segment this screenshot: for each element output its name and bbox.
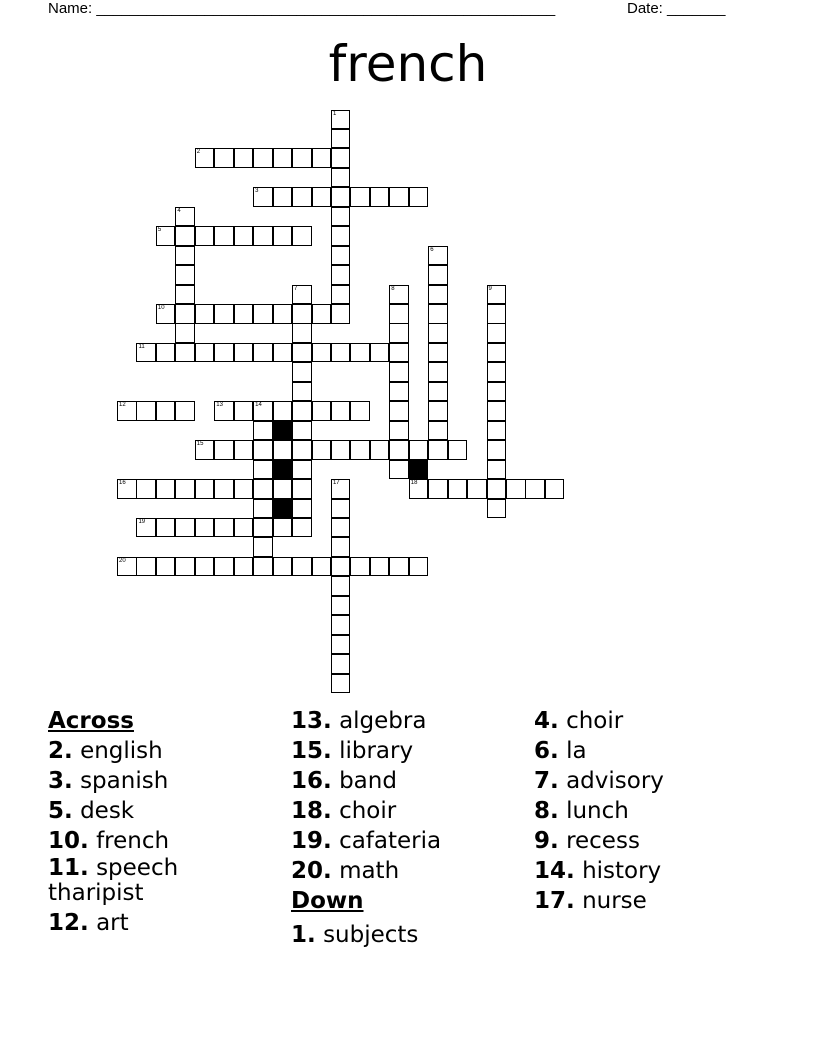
grid-cell[interactable] bbox=[175, 323, 195, 343]
grid-cell[interactable] bbox=[117, 557, 137, 577]
grid-cell[interactable] bbox=[331, 635, 351, 655]
grid-cell[interactable] bbox=[195, 226, 215, 246]
grid-cell[interactable] bbox=[234, 226, 254, 246]
clue-across-19: 19. cafateria bbox=[291, 828, 442, 854]
grid-cell[interactable] bbox=[389, 343, 409, 363]
grid-cell[interactable] bbox=[273, 479, 293, 499]
grid-cell[interactable] bbox=[428, 479, 448, 499]
grid-cell[interactable] bbox=[234, 518, 254, 538]
grid-cell[interactable] bbox=[370, 440, 390, 460]
cell-number: 19 bbox=[138, 518, 146, 525]
grid-cell[interactable] bbox=[487, 460, 507, 480]
grid-cell[interactable] bbox=[175, 246, 195, 266]
grid-cell[interactable] bbox=[409, 187, 429, 207]
cell-number: 11 bbox=[138, 343, 145, 350]
grid-cell[interactable] bbox=[331, 401, 351, 421]
grid-cell[interactable] bbox=[253, 518, 273, 538]
cell-number: 1 bbox=[332, 110, 337, 117]
grid-cell[interactable] bbox=[331, 187, 351, 207]
grid-cell[interactable] bbox=[350, 557, 370, 577]
grid-cell[interactable] bbox=[195, 557, 215, 577]
grid-cell[interactable] bbox=[487, 304, 507, 324]
grid-cell[interactable] bbox=[331, 207, 351, 227]
grid-cell[interactable] bbox=[156, 343, 176, 363]
grid-cell[interactable] bbox=[136, 518, 156, 538]
grid-cell[interactable] bbox=[312, 304, 332, 324]
clue-across-15: 15. library bbox=[291, 738, 414, 764]
grid-cell[interactable] bbox=[253, 148, 273, 168]
grid-cell[interactable] bbox=[428, 323, 448, 343]
grid-cell[interactable] bbox=[175, 343, 195, 363]
grid-cell[interactable] bbox=[428, 343, 448, 363]
grid-cell[interactable] bbox=[292, 304, 312, 324]
grid-cell[interactable] bbox=[331, 129, 351, 149]
grid-cell[interactable] bbox=[136, 479, 156, 499]
grid-cell[interactable] bbox=[331, 654, 351, 674]
grid-cell[interactable] bbox=[273, 518, 293, 538]
grid-cell[interactable] bbox=[389, 304, 409, 324]
grid-cell[interactable] bbox=[292, 518, 312, 538]
grid-cell[interactable] bbox=[331, 576, 351, 596]
grid-cell[interactable] bbox=[195, 343, 215, 363]
grid-cell[interactable] bbox=[331, 596, 351, 616]
grid-cell[interactable] bbox=[370, 187, 390, 207]
grid-cell[interactable] bbox=[214, 518, 234, 538]
grid-cell[interactable] bbox=[175, 207, 195, 227]
grid-cell[interactable] bbox=[487, 499, 507, 519]
grid-cell[interactable] bbox=[175, 479, 195, 499]
grid-cell[interactable] bbox=[428, 265, 448, 285]
grid-cell[interactable] bbox=[331, 148, 351, 168]
grid-cell[interactable] bbox=[273, 343, 293, 363]
grid-cell[interactable] bbox=[292, 148, 312, 168]
grid-cell[interactable] bbox=[175, 518, 195, 538]
grid-cell[interactable] bbox=[409, 479, 429, 499]
grid-cell[interactable] bbox=[234, 557, 254, 577]
cell-number: 18 bbox=[410, 480, 418, 487]
grid-cell[interactable] bbox=[428, 246, 448, 266]
grid-cell[interactable] bbox=[253, 499, 273, 519]
grid-cell[interactable] bbox=[156, 518, 176, 538]
cell-number: 5 bbox=[157, 227, 162, 234]
grid-cell[interactable] bbox=[428, 401, 448, 421]
grid-cell[interactable] bbox=[389, 460, 409, 480]
grid-cell[interactable] bbox=[487, 362, 507, 382]
clue-down-4: 4. choir bbox=[534, 708, 624, 734]
grid-cell[interactable] bbox=[448, 479, 468, 499]
grid-cell[interactable] bbox=[389, 362, 409, 382]
grid-cell[interactable] bbox=[428, 440, 448, 460]
grid-cell[interactable] bbox=[253, 304, 273, 324]
grid-cell[interactable] bbox=[428, 362, 448, 382]
grid-cell[interactable] bbox=[350, 440, 370, 460]
clue-across-10: 10. french bbox=[48, 828, 170, 854]
grid-cell[interactable] bbox=[428, 285, 448, 305]
black-cell bbox=[273, 460, 293, 480]
grid-cell[interactable] bbox=[389, 421, 409, 441]
grid-cell[interactable] bbox=[331, 674, 351, 694]
grid-cell[interactable] bbox=[331, 168, 351, 188]
clue-down-8: 8. lunch bbox=[534, 798, 629, 824]
grid-cell[interactable] bbox=[214, 479, 234, 499]
grid-cell[interactable] bbox=[253, 187, 273, 207]
cell-number: 6 bbox=[430, 246, 434, 253]
grid-cell[interactable] bbox=[117, 401, 137, 421]
grid-cell[interactable] bbox=[292, 460, 312, 480]
grid-cell[interactable] bbox=[331, 499, 351, 519]
grid-cell[interactable] bbox=[292, 421, 312, 441]
grid-cell[interactable] bbox=[234, 343, 254, 363]
grid-cell[interactable] bbox=[175, 304, 195, 324]
grid-cell[interactable] bbox=[273, 440, 293, 460]
grid-cell[interactable] bbox=[487, 440, 507, 460]
grid-cell[interactable] bbox=[428, 382, 448, 402]
grid-cell[interactable] bbox=[312, 401, 332, 421]
grid-cell[interactable] bbox=[273, 148, 293, 168]
grid-cell[interactable] bbox=[428, 304, 448, 324]
grid-cell[interactable] bbox=[117, 479, 137, 499]
grid-cell[interactable] bbox=[253, 479, 273, 499]
name-line: Name: _______________________________________________________ bbox=[48, 0, 556, 17]
grid-cell[interactable] bbox=[389, 285, 409, 305]
clue-down-14: 14. history bbox=[534, 858, 662, 884]
grid-cell[interactable] bbox=[253, 343, 273, 363]
grid-cell[interactable] bbox=[331, 226, 351, 246]
cell-number: 7 bbox=[294, 285, 298, 292]
grid-cell[interactable] bbox=[350, 187, 370, 207]
cell-number: 14 bbox=[255, 402, 262, 409]
grid-cell[interactable] bbox=[253, 401, 273, 421]
grid-cell[interactable] bbox=[195, 148, 215, 168]
grid-cell[interactable] bbox=[487, 285, 507, 305]
grid-cell[interactable] bbox=[156, 401, 176, 421]
grid-cell[interactable] bbox=[273, 187, 293, 207]
grid-cell[interactable] bbox=[487, 401, 507, 421]
grid-cell[interactable] bbox=[273, 401, 293, 421]
black-cell bbox=[273, 499, 293, 519]
black-cell bbox=[409, 460, 429, 480]
cell-number: 3 bbox=[255, 188, 259, 195]
grid-cell[interactable] bbox=[389, 440, 409, 460]
grid-cell[interactable] bbox=[273, 226, 293, 246]
cell-number: 17 bbox=[332, 480, 340, 487]
grid-cell[interactable] bbox=[448, 440, 468, 460]
grid-cell[interactable] bbox=[350, 343, 370, 363]
grid-cell[interactable] bbox=[156, 479, 176, 499]
grid-cell[interactable] bbox=[312, 187, 332, 207]
grid-cell[interactable] bbox=[214, 148, 234, 168]
grid-cell[interactable] bbox=[175, 265, 195, 285]
grid-cell[interactable] bbox=[331, 110, 351, 130]
grid-cell[interactable] bbox=[214, 226, 234, 246]
grid-cell[interactable] bbox=[331, 304, 351, 324]
grid-cell[interactable] bbox=[234, 479, 254, 499]
grid-cell[interactable] bbox=[487, 479, 507, 499]
grid-cell[interactable] bbox=[487, 421, 507, 441]
grid-cell[interactable] bbox=[214, 304, 234, 324]
grid-cell[interactable] bbox=[350, 401, 370, 421]
grid-cell[interactable] bbox=[253, 460, 273, 480]
grid-cell[interactable] bbox=[292, 285, 312, 305]
grid-cell[interactable] bbox=[253, 440, 273, 460]
grid-cell[interactable] bbox=[389, 323, 409, 343]
grid-cell[interactable] bbox=[292, 499, 312, 519]
grid-cell[interactable] bbox=[389, 382, 409, 402]
grid-cell[interactable] bbox=[370, 343, 390, 363]
grid-cell[interactable] bbox=[234, 148, 254, 168]
grid-cell[interactable] bbox=[487, 382, 507, 402]
clue-across-20: 20. math bbox=[291, 858, 400, 884]
grid-cell[interactable] bbox=[428, 421, 448, 441]
clue-across-11: 11. speech tharipist bbox=[48, 855, 179, 906]
grid-cell[interactable] bbox=[292, 187, 312, 207]
grid-cell[interactable] bbox=[331, 246, 351, 266]
cell-number: 15 bbox=[196, 441, 204, 448]
clue-across-18: 18. choir bbox=[291, 798, 397, 824]
grid-cell[interactable] bbox=[136, 343, 156, 363]
grid-cell[interactable] bbox=[467, 479, 487, 499]
grid-cell[interactable] bbox=[214, 343, 234, 363]
grid-cell[interactable] bbox=[312, 557, 332, 577]
grid-cell[interactable] bbox=[234, 304, 254, 324]
grid-cell[interactable] bbox=[370, 557, 390, 577]
cell-number: 10 bbox=[157, 305, 165, 311]
grid-cell[interactable] bbox=[292, 401, 312, 421]
grid-cell[interactable] bbox=[234, 401, 254, 421]
grid-cell[interactable] bbox=[273, 557, 293, 577]
grid-cell[interactable] bbox=[389, 187, 409, 207]
clues-column-1 bbox=[48, 706, 278, 938]
clue-across-13: 13. algebra bbox=[291, 708, 427, 734]
grid-cell[interactable] bbox=[253, 537, 273, 557]
grid-cell[interactable] bbox=[292, 557, 312, 577]
grid-cell[interactable] bbox=[214, 401, 234, 421]
grid-cell[interactable] bbox=[253, 226, 273, 246]
grid-cell[interactable] bbox=[331, 557, 351, 577]
cell-number: 20 bbox=[119, 557, 126, 564]
clue-down-9: 9. recess bbox=[534, 828, 640, 854]
clue-down-1: 1. subjects bbox=[291, 922, 419, 948]
grid-cell[interactable] bbox=[409, 440, 429, 460]
grid-cell[interactable] bbox=[156, 226, 176, 246]
grid-cell[interactable] bbox=[487, 343, 507, 363]
grid-cell[interactable] bbox=[273, 304, 293, 324]
grid-cell[interactable] bbox=[545, 479, 565, 499]
grid-cell[interactable] bbox=[253, 421, 273, 441]
grid-cell[interactable] bbox=[195, 479, 215, 499]
cell-number: 16 bbox=[119, 480, 126, 487]
cell-number: 12 bbox=[119, 402, 126, 409]
down-heading: Down bbox=[291, 888, 364, 914]
grid-cell[interactable] bbox=[506, 479, 526, 499]
grid-cell[interactable] bbox=[525, 479, 545, 499]
clue-across-2: 2. english bbox=[48, 738, 163, 764]
cell-number: 9 bbox=[488, 285, 492, 292]
grid-cell[interactable] bbox=[175, 401, 195, 421]
grid-cell[interactable] bbox=[253, 557, 273, 577]
grid-cell[interactable] bbox=[214, 557, 234, 577]
grid-cell[interactable] bbox=[195, 518, 215, 538]
grid-cell[interactable] bbox=[195, 440, 215, 460]
clue-across-3: 3. spanish bbox=[48, 768, 169, 794]
clue-down-6: 6. la bbox=[534, 738, 587, 764]
grid-cell[interactable] bbox=[156, 557, 176, 577]
grid-cell[interactable] bbox=[175, 285, 195, 305]
across-heading: Across bbox=[48, 708, 134, 734]
clues-column-3 bbox=[534, 706, 764, 916]
grid-cell[interactable] bbox=[156, 304, 176, 324]
grid-cell[interactable] bbox=[292, 479, 312, 499]
grid-cell[interactable] bbox=[331, 615, 351, 635]
grid-cell[interactable] bbox=[331, 265, 351, 285]
clue-across-12: 12. art bbox=[48, 910, 129, 936]
page-title: french bbox=[328, 35, 488, 93]
date-line: Date: _______ bbox=[627, 0, 726, 17]
clues-column-2 bbox=[291, 706, 521, 950]
grid-cell[interactable] bbox=[175, 226, 195, 246]
clue-down-7: 7. advisory bbox=[534, 768, 664, 794]
grid-cell[interactable] bbox=[312, 343, 332, 363]
grid-cell[interactable] bbox=[292, 226, 312, 246]
clue-across-5: 5. desk bbox=[48, 798, 135, 824]
grid-cell[interactable] bbox=[487, 323, 507, 343]
cell-number: 8 bbox=[391, 285, 395, 292]
grid-cell[interactable] bbox=[409, 557, 429, 577]
grid-cell[interactable] bbox=[195, 304, 215, 324]
grid-cell[interactable] bbox=[292, 440, 312, 460]
grid-cell[interactable] bbox=[331, 537, 351, 557]
grid-cell[interactable] bbox=[292, 362, 312, 382]
grid-cell[interactable] bbox=[331, 440, 351, 460]
grid-cell[interactable] bbox=[331, 343, 351, 363]
grid-cell[interactable] bbox=[214, 440, 234, 460]
grid-cell[interactable] bbox=[292, 382, 312, 402]
grid-cell[interactable] bbox=[331, 479, 351, 499]
cell-number: 2 bbox=[196, 149, 201, 156]
grid-cell[interactable] bbox=[312, 148, 332, 168]
grid-cell[interactable] bbox=[175, 557, 195, 577]
cell-number: 13 bbox=[216, 402, 223, 409]
grid-cell[interactable] bbox=[136, 401, 156, 421]
grid-cell[interactable] bbox=[331, 518, 351, 538]
cell-number: 4 bbox=[177, 207, 181, 214]
grid-cell[interactable] bbox=[331, 285, 351, 305]
grid-cell[interactable] bbox=[292, 343, 312, 363]
grid-cell[interactable] bbox=[136, 557, 156, 577]
clue-across-16: 16. band bbox=[291, 768, 397, 794]
grid-cell[interactable] bbox=[312, 440, 332, 460]
grid-cell[interactable] bbox=[389, 401, 409, 421]
grid-cell[interactable] bbox=[389, 557, 409, 577]
grid-cell[interactable] bbox=[234, 440, 254, 460]
grid-cell[interactable] bbox=[292, 323, 312, 343]
black-cell bbox=[273, 421, 293, 441]
clue-down-17: 17. nurse bbox=[534, 888, 647, 914]
